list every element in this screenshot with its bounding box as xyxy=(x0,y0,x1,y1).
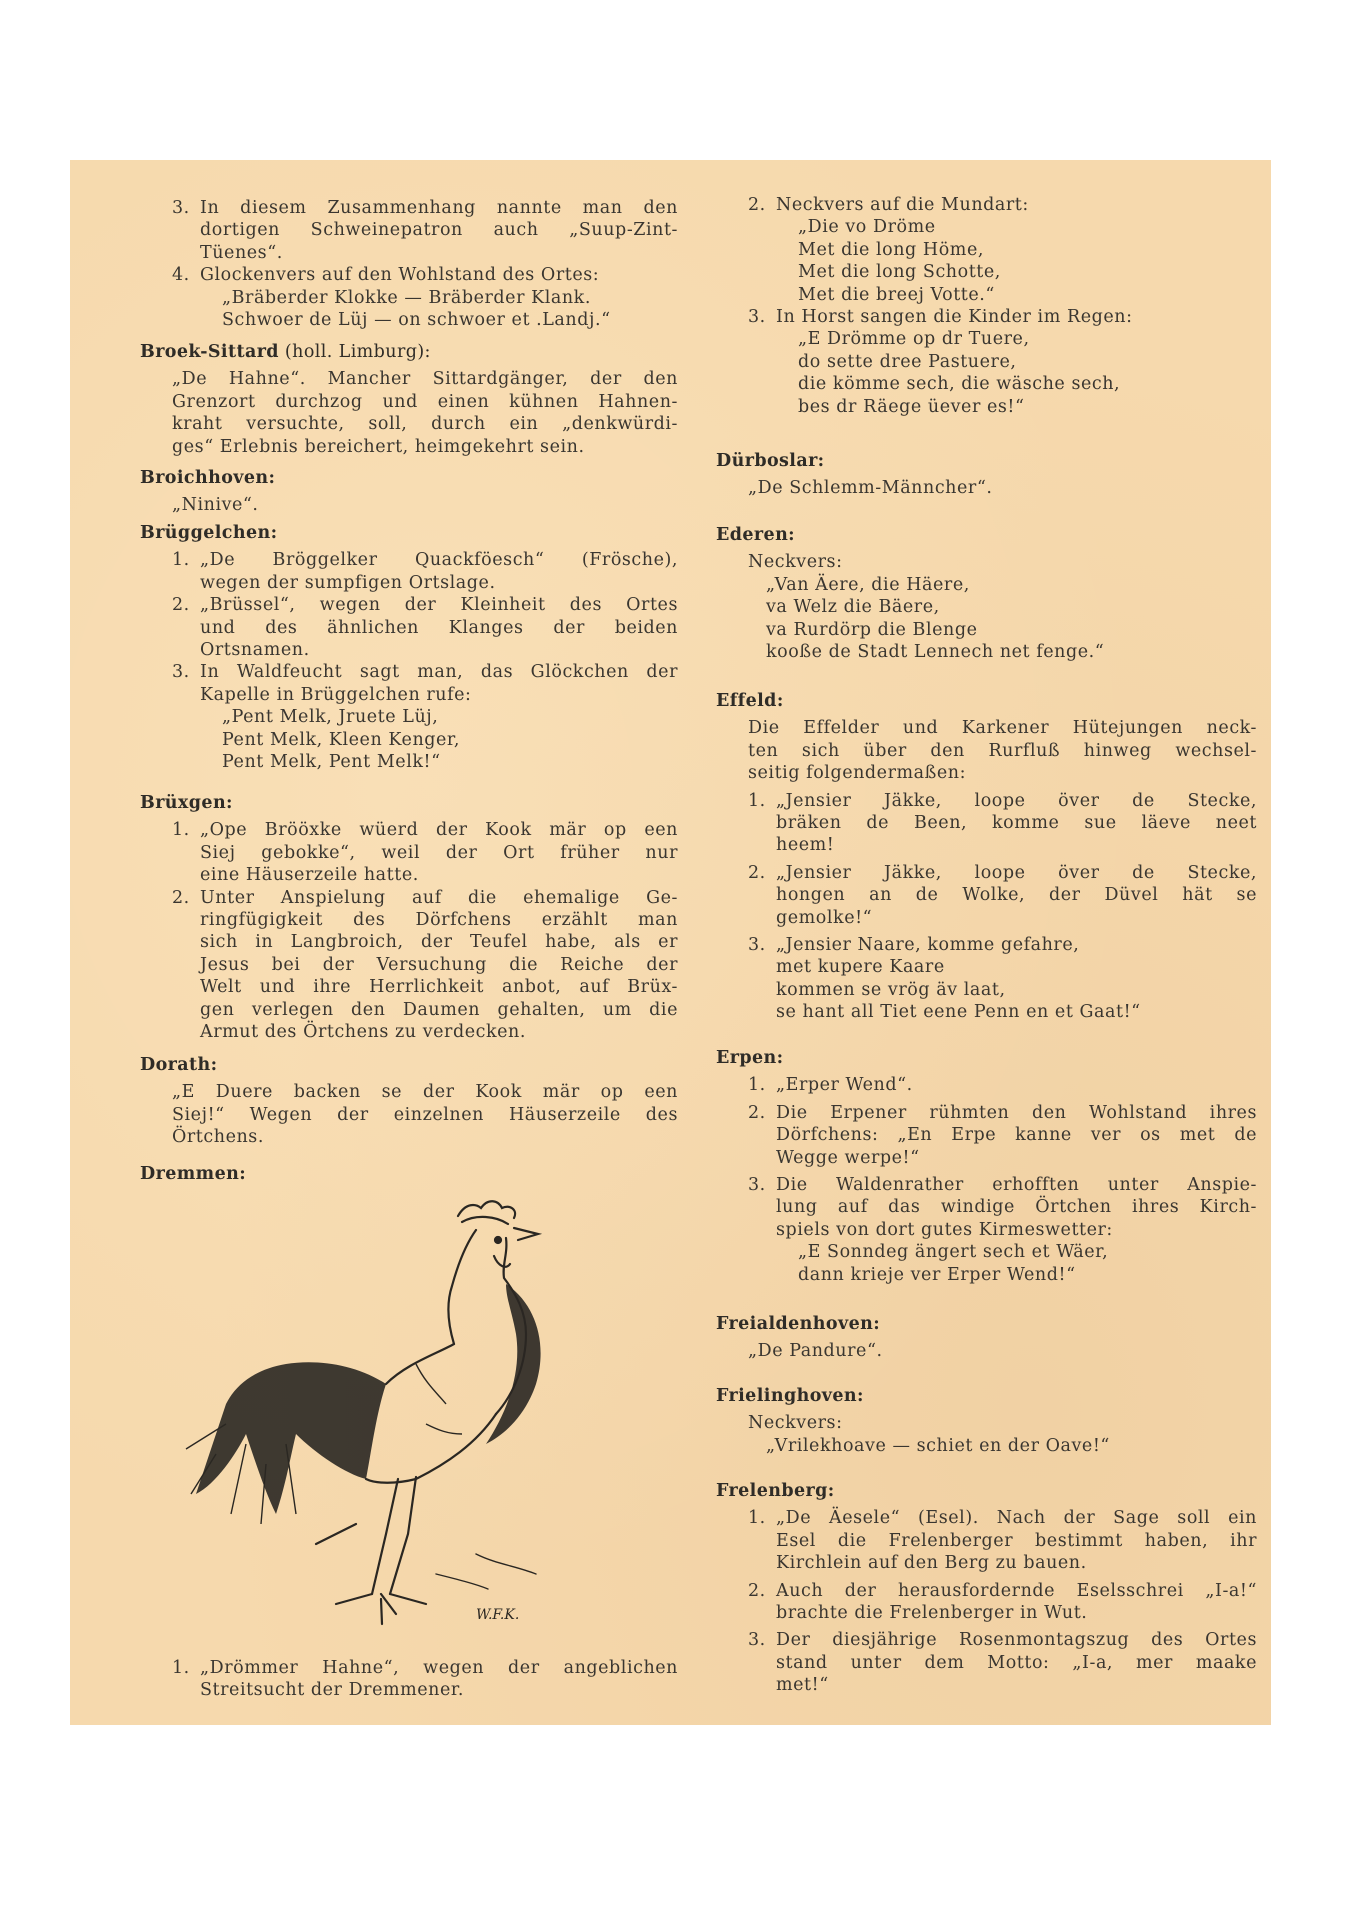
heading-name: Brüxgen: xyxy=(140,793,233,813)
text-line: Esel die Frelenberger bestimmt haben, ihr xyxy=(776,1530,1257,1551)
text-line: Kapelle in Brüggelchen rufe: xyxy=(200,684,472,705)
paragraph xyxy=(172,368,678,458)
section-dremmen xyxy=(140,1163,678,1190)
text-line: „E Duere backen se der Kook mär op een xyxy=(172,1082,678,1103)
list-item xyxy=(172,197,678,264)
text-line: Der diesjährige Rosenmontagszug des Ortes xyxy=(776,1630,1257,1651)
text-line: „E Drömme op dr Tuere, xyxy=(798,329,1030,350)
verse xyxy=(222,287,678,332)
text-line: Grenzort durchzog und einen kühnen Hahnen- xyxy=(172,391,678,412)
text-line: Neckvers auf die Mundart: xyxy=(776,195,1029,215)
text-line: und des ähnlichen Klanges der beiden xyxy=(200,617,678,638)
text-line: „Vrilekhoave — schiet en der Oave!“ xyxy=(766,1435,1110,1456)
heading-name: Frielinghoven: xyxy=(716,1386,864,1406)
item-number: 1. xyxy=(172,820,190,841)
item-number: 2. xyxy=(172,595,190,616)
paragraph xyxy=(748,551,1257,573)
heading-name: Broek-Sittard xyxy=(140,342,279,362)
heading-name: Dürboslar: xyxy=(716,451,825,471)
section-heading xyxy=(140,467,678,489)
item-number: 1. xyxy=(748,1075,766,1096)
paragraph xyxy=(172,1081,678,1148)
item-number: 2. xyxy=(172,887,190,908)
text-line: Kirchlein auf den Berg zu bauen. xyxy=(776,1553,1087,1574)
text-line: „De Hahne“. Mancher Sittardgänger, der den xyxy=(172,369,678,390)
section-heading xyxy=(716,1313,1257,1335)
text-line: gen verlegen den Daumen gehalten, um die xyxy=(200,999,678,1020)
text-line: seitig folgendermaßen: xyxy=(748,763,967,784)
section-frielinghoven xyxy=(716,1385,1257,1457)
text-line: „De Äesele“ (Esel). Nach der Sage soll ein xyxy=(776,1508,1257,1529)
text-line: „Jensier Naare, komme gefahre, xyxy=(776,935,1080,956)
illustration-signature: W.F.K. xyxy=(476,1607,520,1623)
list-item xyxy=(748,1174,1257,1241)
text-line: „Jensier Jäkke, loope över de Stecke, xyxy=(776,790,1257,811)
rooster-illustration xyxy=(176,1194,588,1631)
section-heading xyxy=(716,1047,1257,1069)
text-line: „De Schlemm-Männcher“. xyxy=(748,478,993,499)
item-number: 3. xyxy=(172,198,190,218)
text-line: „De Bröggelker Quackföesch“ (Frösche), xyxy=(200,550,678,571)
section-freialdenhoven xyxy=(716,1313,1257,1363)
text-line: Dörfchens: „En Erpe kanne ver os met de xyxy=(776,1125,1257,1146)
text-line: kraht versuchte, soll, durch ein „denkwürdi- xyxy=(172,414,678,435)
text-line: Siej!“ Wegen der einzelnen Häuserzeile des xyxy=(172,1104,678,1125)
list-item xyxy=(748,1629,1257,1696)
text-line: die kömme sech, die wäsche sech, xyxy=(798,374,1121,395)
item-number: 1. xyxy=(748,1508,766,1529)
text-line: In diesem Zusammenhang nannte man den xyxy=(200,198,678,218)
heading-suffix: (holl. Limburg): xyxy=(278,342,431,362)
heading-name: Effeld: xyxy=(716,691,784,711)
text-line: „Erper Wend“. xyxy=(776,1075,913,1096)
text-line: Schwoer de Lüj — on schwoer et .Landj.“ xyxy=(222,310,611,331)
text-line: Met die long Schotte, xyxy=(798,262,1001,283)
list-item xyxy=(748,1102,1257,1169)
text-line: gemolke!“ xyxy=(776,907,873,928)
text-line: „Ope Brööxke wüerd der Kook mär op een xyxy=(200,820,678,841)
text-line: Armut des Örtchens zu verdecken. xyxy=(200,1022,526,1043)
text-line: Die Erpener rühmten den Wohlstand ihres xyxy=(776,1102,1257,1123)
list-item xyxy=(172,887,678,1044)
text-line: „Pent Melk, Jruete Lüj, xyxy=(222,707,439,728)
item-number: 3. xyxy=(172,662,190,683)
section-heading xyxy=(716,690,1257,712)
text-line: Pent Melk, Kleen Kenger, xyxy=(222,729,461,750)
text-line: Die Waldenrather erhofften unter Anspie- xyxy=(776,1175,1257,1196)
item-number: 1. xyxy=(172,1658,190,1678)
text-line: Tüenes“. xyxy=(200,242,283,263)
item-number: 2. xyxy=(748,1102,766,1123)
heading-name: Dorath: xyxy=(140,1055,218,1075)
section-drove-cont xyxy=(716,194,1257,418)
text-line: Neckvers: xyxy=(748,552,843,573)
paragraph xyxy=(748,477,1257,499)
text-line: hongen an de Wolke, der Düvel hät se xyxy=(776,885,1257,906)
item-number: 1. xyxy=(748,790,766,811)
paragraph xyxy=(748,1340,1257,1362)
text-line: Welt und ihre Herrlichkeit anbot, auf Brüx- xyxy=(200,977,678,998)
text-line: spiels von dort gutes Kirmeswetter: xyxy=(776,1219,1113,1240)
verse xyxy=(798,328,1257,418)
text-line: „Van Äere, die Häere, xyxy=(766,574,970,595)
text-line: Ortsnamen. xyxy=(200,640,310,661)
verse xyxy=(766,574,1257,664)
text-line: Örtchens. xyxy=(172,1127,264,1148)
list-item xyxy=(172,661,678,706)
text-line: wegen der sumpfigen Ortslage. xyxy=(200,572,496,593)
text-line: Neckvers: xyxy=(748,1413,843,1434)
section-dremmen-caption xyxy=(140,1657,678,1702)
text-line: Pent Melk, Pent Melk!“ xyxy=(222,752,441,773)
section-heading xyxy=(716,524,1257,546)
section-ederen xyxy=(716,524,1257,663)
heading-name: Ederen: xyxy=(716,525,796,545)
text-line: Glockenvers auf den Wohlstand des Ortes: xyxy=(200,265,600,286)
section-heading xyxy=(716,450,1257,472)
heading-name: Broichhoven: xyxy=(140,468,276,488)
list-item xyxy=(172,264,678,286)
list-item xyxy=(748,1507,1257,1574)
list-item xyxy=(172,594,678,661)
text-line: „De Pandure“. xyxy=(748,1341,883,1362)
text-line: do sette dree Pastuere, xyxy=(798,351,1017,372)
item-number: 3. xyxy=(748,935,766,956)
section-frelenberg xyxy=(716,1480,1257,1697)
section-suestern-cont xyxy=(140,197,678,331)
list-item xyxy=(748,194,1257,216)
verse xyxy=(798,1241,1257,1286)
text-line: Jesus bei der Versuchung die Reiche der xyxy=(200,954,678,975)
text-line: eine Häuserzeile hatte. xyxy=(200,865,419,886)
section-dorath xyxy=(140,1054,678,1149)
section-broichhoven xyxy=(140,467,678,517)
section-heading xyxy=(140,522,678,544)
text-line: „E Sonndeg ängert sech et Wäer, xyxy=(798,1242,1109,1263)
list-item xyxy=(172,549,678,594)
section-heading xyxy=(140,792,678,814)
item-number: 3. xyxy=(748,1175,766,1196)
section-heading xyxy=(140,1054,678,1076)
heading-name: Brüggelchen: xyxy=(140,523,278,543)
section-heading xyxy=(716,1480,1257,1502)
text-line: kooße de Stadt Lennech net fenge.“ xyxy=(766,642,1105,663)
list-item xyxy=(748,306,1257,328)
text-line: brachte die Frelenberger in Wut. xyxy=(776,1603,1088,1624)
section-broek-sittard xyxy=(140,341,678,458)
text-line: Met die breej Votte.“ xyxy=(798,284,995,305)
text-line: „Ninive“. xyxy=(172,495,259,516)
text-line: „Bräberder Klokke — Bräberder Klank. xyxy=(222,287,591,308)
list-item xyxy=(748,1580,1257,1625)
text-line: „Die vo Dröme xyxy=(798,217,936,238)
item-number: 2. xyxy=(748,862,766,883)
text-line: ten sich über den Rurfluß hinweg wechsel- xyxy=(748,740,1257,761)
heading-name: Frelenberg: xyxy=(716,1481,835,1501)
text-line: Auch der herausfordernde Eselsschrei „I-a!“ xyxy=(776,1580,1257,1601)
item-number: 1. xyxy=(172,550,190,571)
text-line: se hant all Tiet eene Penn en et Gaat!“ xyxy=(776,1002,1141,1023)
verse xyxy=(798,216,1257,306)
section-heading xyxy=(140,341,678,363)
section-brueggelchen xyxy=(140,522,678,773)
text-line: dann krieje ver Erper Wend!“ xyxy=(798,1264,1076,1285)
text-line: dortigen Schweinepatron auch „Suup-Zint- xyxy=(200,220,678,241)
section-bruexgen xyxy=(140,792,678,1043)
section-effeld xyxy=(716,690,1257,1024)
item-number: 3. xyxy=(748,307,766,328)
text-line: „Brüssel“, wegen der Kleinheit des Ortes xyxy=(200,595,678,616)
item-number: 2. xyxy=(748,195,766,215)
text-line: „Jensier Jäkke, loope över de Stecke, xyxy=(776,862,1257,883)
list-item xyxy=(172,1657,678,1702)
text-line: va Rurdörp die Blenge xyxy=(766,619,978,640)
list-item xyxy=(172,819,678,886)
section-heading xyxy=(716,1385,1257,1407)
text-line: In Horst sangen die Kinder im Regen: xyxy=(776,307,1133,328)
paragraph xyxy=(172,494,678,516)
text-line: ges“ Erlebnis bereichert, heimgekehrt sein. xyxy=(172,436,585,457)
text-line: met kupere Kaare xyxy=(776,957,945,978)
text-line: In Waldfeucht sagt man, das Glöckchen der xyxy=(200,662,678,683)
list-item xyxy=(748,934,1257,1024)
text-line: va Welz die Bäere, xyxy=(766,597,940,618)
text-line: Wegge werpe!“ xyxy=(776,1147,920,1168)
verse xyxy=(766,1435,1257,1457)
text-line: met!“ xyxy=(776,1675,829,1696)
heading-name: Erpen: xyxy=(716,1048,784,1068)
text-line: Die Effelder und Karkener Hütejungen neck- xyxy=(748,718,1257,739)
section-erpen xyxy=(716,1047,1257,1286)
text-line: Unter Anspielung auf die ehemalige Ge- xyxy=(200,887,678,908)
item-number: 3. xyxy=(748,1630,766,1651)
text-line: bräken de Been, komme sue läeve neet xyxy=(776,813,1257,834)
text-line: stand unter dem Motto: „I-a, mer maake xyxy=(776,1652,1257,1673)
text-line: lung auf das windige Örtchen ihres Kirch- xyxy=(776,1197,1257,1218)
text-line: „Drömmer Hahne“, wegen der angeblichen xyxy=(200,1658,678,1678)
text-line: Streitsucht der Dremmener. xyxy=(200,1680,465,1701)
heading-name: Freialdenhoven: xyxy=(716,1314,881,1334)
text-line: ringfügigkeit des Dörfchens erzählt man xyxy=(200,910,678,931)
item-number: 4. xyxy=(172,265,190,286)
paragraph xyxy=(748,717,1257,784)
text-line: Siej gebokke“, weil der Ort früher nur xyxy=(200,842,678,863)
list-item xyxy=(748,1074,1257,1096)
text-line: kommen se vrög äv laat, xyxy=(776,979,1006,1000)
section-heading xyxy=(140,1163,678,1185)
heading-name: Dremmen: xyxy=(140,1164,247,1184)
text-line: Met die long Höme, xyxy=(798,239,984,260)
section-duerboslar xyxy=(716,450,1257,500)
paragraph xyxy=(748,1412,1257,1434)
text-line: bes dr Räege üever es!“ xyxy=(798,396,1025,417)
list-item xyxy=(748,790,1257,857)
item-number: 2. xyxy=(748,1580,766,1601)
list-item xyxy=(748,862,1257,929)
text-line: sich in Langbroich, der Teufel habe, als er xyxy=(200,932,678,953)
verse xyxy=(222,706,678,773)
text-line: heem! xyxy=(776,835,835,856)
